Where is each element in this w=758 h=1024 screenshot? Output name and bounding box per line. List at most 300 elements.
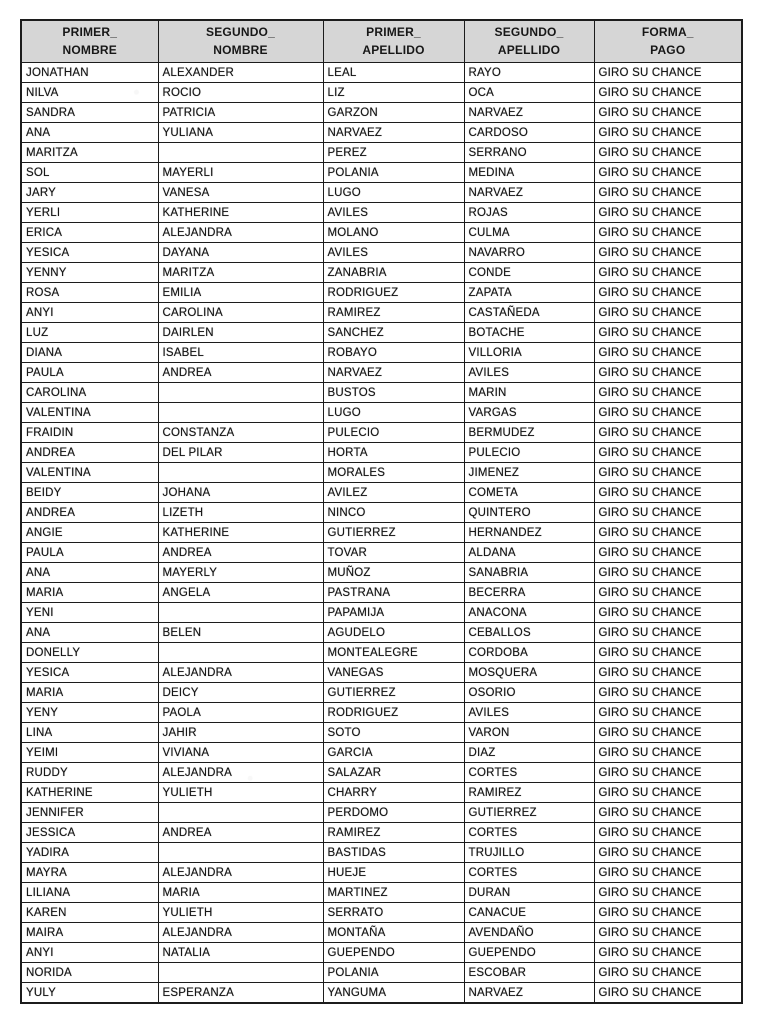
table-cell: ROCIO (158, 83, 323, 103)
table-cell: YERLI (21, 203, 158, 223)
table-cell: NORIDA (21, 963, 158, 983)
table-cell: VANEGAS (323, 663, 464, 683)
table-cell: MAYERLY (158, 563, 323, 583)
table-row (21, 563, 742, 583)
table-cell: GUEPENDO (323, 943, 464, 963)
table-cell: GIRO SU CHANCE (594, 83, 742, 103)
table-cell: MAIRA (21, 923, 158, 943)
table-cell: RODRIGUEZ (323, 703, 464, 723)
table-cell: PERDOMO (323, 803, 464, 823)
table-cell: ANDREA (158, 823, 323, 843)
table-cell: POLANIA (323, 163, 464, 183)
table-cell: GIRO SU CHANCE (594, 803, 742, 823)
table-cell: GIRO SU CHANCE (594, 223, 742, 243)
table-cell: GIRO SU CHANCE (594, 303, 742, 323)
table-cell: GIRO SU CHANCE (594, 363, 742, 383)
table-cell: GIRO SU CHANCE (594, 263, 742, 283)
table-cell: CARDOSO (464, 123, 594, 143)
table-cell: HUEJE (323, 863, 464, 883)
table-row (21, 983, 742, 1004)
table-cell (158, 463, 323, 483)
table-cell: JONATHAN (21, 63, 158, 83)
table-cell (158, 643, 323, 663)
table-cell: ANA (21, 563, 158, 583)
table-cell (158, 843, 323, 863)
table-cell: PAPAMIJA (323, 603, 464, 623)
table-row (21, 763, 742, 783)
table-cell: GUEPENDO (464, 943, 594, 963)
table-cell: CONDE (464, 263, 594, 283)
table-cell: YENNY (21, 263, 158, 283)
table-cell: ANA (21, 623, 158, 643)
table-cell: MARITZA (21, 143, 158, 163)
column-header-line2: APELLIDO (497, 43, 561, 57)
table-cell: QUINTERO (464, 503, 594, 523)
table-cell: KATHERINE (158, 523, 323, 543)
table-cell: YULIETH (158, 783, 323, 803)
table-cell: ZANABRIA (323, 263, 464, 283)
table-cell: GIRO SU CHANCE (594, 603, 742, 623)
table-row (21, 323, 742, 343)
table-row (21, 443, 742, 463)
table-cell: ALEJANDRA (158, 223, 323, 243)
table-row (21, 243, 742, 263)
table-cell: BUSTOS (323, 383, 464, 403)
table-cell: GIRO SU CHANCE (594, 103, 742, 123)
table-cell: GIRO SU CHANCE (594, 123, 742, 143)
table-cell: GIRO SU CHANCE (594, 963, 742, 983)
table-cell: DAYANA (158, 243, 323, 263)
table-cell: ALDANA (464, 543, 594, 563)
table-cell: ESPERANZA (158, 983, 323, 1004)
table-row (21, 883, 742, 903)
table-row (21, 343, 742, 363)
table-cell: GIRO SU CHANCE (594, 843, 742, 863)
table-cell: NARVAEZ (323, 363, 464, 383)
table-cell: GIRO SU CHANCE (594, 743, 742, 763)
table-cell: GUTIERREZ (323, 683, 464, 703)
table-row (21, 123, 742, 143)
table-cell: MARIA (21, 583, 158, 603)
table-cell: GIRO SU CHANCE (594, 903, 742, 923)
table-cell: SALAZAR (323, 763, 464, 783)
table-cell: GIRO SU CHANCE (594, 763, 742, 783)
table-row (21, 103, 742, 123)
table-cell: YADIRA (21, 843, 158, 863)
table-cell: VALENTINA (21, 403, 158, 423)
table-cell: GIRO SU CHANCE (594, 943, 742, 963)
table-cell: TOVAR (323, 543, 464, 563)
table-row (21, 623, 742, 643)
table-cell: DIANA (21, 343, 158, 363)
table-cell: PULECIO (323, 423, 464, 443)
table-cell: NARVAEZ (323, 123, 464, 143)
table-cell: ZAPATA (464, 283, 594, 303)
table-cell: RAMIREZ (464, 783, 594, 803)
table-cell: NARVAEZ (464, 183, 594, 203)
table-row (21, 903, 742, 923)
table-cell: VARON (464, 723, 594, 743)
table-cell: CORTES (464, 763, 594, 783)
table-cell: NINCO (323, 503, 464, 523)
table-cell: GIRO SU CHANCE (594, 443, 742, 463)
table-cell: OSORIO (464, 683, 594, 703)
table-cell: GIRO SU CHANCE (594, 783, 742, 803)
table-row (21, 363, 742, 383)
table-row (21, 83, 742, 103)
table-cell: SERRATO (323, 903, 464, 923)
table-cell: GIRO SU CHANCE (594, 823, 742, 843)
table-cell: VILLORIA (464, 343, 594, 363)
table-cell: AGUDELO (323, 623, 464, 643)
table-cell: SOL (21, 163, 158, 183)
table-row (21, 203, 742, 223)
table-cell: AVILEZ (323, 483, 464, 503)
table-cell: AVILES (464, 703, 594, 723)
table-cell: JARY (21, 183, 158, 203)
table-cell: SOTO (323, 723, 464, 743)
table-cell: CASTAÑEDA (464, 303, 594, 323)
table-cell: GIRO SU CHANCE (594, 503, 742, 523)
table-cell: MONTEALEGRE (323, 643, 464, 663)
table-cell: PAOLA (158, 703, 323, 723)
table-cell: CAROLINA (158, 303, 323, 323)
table-cell: YULIETH (158, 903, 323, 923)
table-cell: GIRO SU CHANCE (594, 483, 742, 503)
table-cell: LINA (21, 723, 158, 743)
table-cell: GIRO SU CHANCE (594, 683, 742, 703)
table-cell: GUTIERREZ (323, 523, 464, 543)
table-cell: ANDREA (158, 363, 323, 383)
table-cell: ROSA (21, 283, 158, 303)
table-cell: DONELLY (21, 643, 158, 663)
table-cell: YESICA (21, 243, 158, 263)
table-row (21, 663, 742, 683)
table-row (21, 163, 742, 183)
table-row (21, 423, 742, 443)
table-cell: VARGAS (464, 403, 594, 423)
table-cell: MARIN (464, 383, 594, 403)
table-cell (158, 383, 323, 403)
table-cell: HERNANDEZ (464, 523, 594, 543)
table-cell: YENY (21, 703, 158, 723)
table-cell: COMETA (464, 483, 594, 503)
table-row (21, 583, 742, 603)
table-cell: MOSQUERA (464, 663, 594, 683)
table-cell: MAYRA (21, 863, 158, 883)
table-cell: FRAIDIN (21, 423, 158, 443)
table-cell: CHARRY (323, 783, 464, 803)
table-cell: GIRO SU CHANCE (594, 343, 742, 363)
table-cell: CANACUE (464, 903, 594, 923)
table-cell: BOTACHE (464, 323, 594, 343)
table-cell: JOHANA (158, 483, 323, 503)
table-cell: RAMIREZ (323, 303, 464, 323)
table-cell: RAYO (464, 63, 594, 83)
table-cell: AVILES (323, 243, 464, 263)
table-row (21, 63, 742, 83)
table-cell: AVILES (323, 203, 464, 223)
table-cell: JENNIFER (21, 803, 158, 823)
table-cell: YEIMI (21, 743, 158, 763)
table-cell: AVENDAÑO (464, 923, 594, 943)
table-cell: NAVARRO (464, 243, 594, 263)
table-cell: MARIA (21, 683, 158, 703)
table-cell: HORTA (323, 443, 464, 463)
table-cell: GIRO SU CHANCE (594, 543, 742, 563)
table-cell: CONSTANZA (158, 423, 323, 443)
table-cell: GIRO SU CHANCE (594, 883, 742, 903)
table-cell: ALEJANDRA (158, 923, 323, 943)
table-row (21, 643, 742, 663)
table-cell: ALEJANDRA (158, 663, 323, 683)
table-header (21, 20, 742, 63)
table-row (21, 223, 742, 243)
table-row (21, 263, 742, 283)
table-cell: LUGO (323, 183, 464, 203)
table-cell: BELEN (158, 623, 323, 643)
column-header-line2: PAGO (650, 43, 686, 57)
table-cell: LIZ (323, 83, 464, 103)
table-cell: GIRO SU CHANCE (594, 583, 742, 603)
table-cell: JIMENEZ (464, 463, 594, 483)
table-cell: YULY (21, 983, 158, 1004)
table-cell: GIRO SU CHANCE (594, 983, 742, 1004)
column-header-line1: FORMA_ (641, 25, 694, 39)
table-cell: DEICY (158, 683, 323, 703)
table-cell: PATRICIA (158, 103, 323, 123)
table-cell: ESCOBAR (464, 963, 594, 983)
names-table (20, 19, 743, 1004)
table-cell: ANACONA (464, 603, 594, 623)
table-cell (158, 143, 323, 163)
table-cell: JESSICA (21, 823, 158, 843)
table-row (21, 923, 742, 943)
table-cell: CAROLINA (21, 383, 158, 403)
table-cell (158, 963, 323, 983)
table-cell: PAULA (21, 543, 158, 563)
table-cell: ALEJANDRA (158, 763, 323, 783)
table-cell: CORTES (464, 863, 594, 883)
table-cell: ANYI (21, 943, 158, 963)
table-cell: MONTAÑA (323, 923, 464, 943)
table-cell: GIRO SU CHANCE (594, 663, 742, 683)
table-row (21, 283, 742, 303)
table-cell: JAHIR (158, 723, 323, 743)
table-cell: MARITZA (158, 263, 323, 283)
table-row (21, 303, 742, 323)
table-cell: YANGUMA (323, 983, 464, 1004)
table-cell: ANDREA (21, 443, 158, 463)
table-cell: GARCIA (323, 743, 464, 763)
table-cell: ANYI (21, 303, 158, 323)
table-cell: BECERRA (464, 583, 594, 603)
table-cell: SANDRA (21, 103, 158, 123)
table-cell: PULECIO (464, 443, 594, 463)
table-cell: GIRO SU CHANCE (594, 283, 742, 303)
table-cell: ERICA (21, 223, 158, 243)
table-cell: KATHERINE (21, 783, 158, 803)
table-cell: PAULA (21, 363, 158, 383)
column-header-line1: PRIMER_ (62, 25, 118, 39)
table-cell: BASTIDAS (323, 843, 464, 863)
table-row (21, 783, 742, 803)
table-row (21, 183, 742, 203)
table-cell: ANGELA (158, 583, 323, 603)
table-row (21, 963, 742, 983)
table-cell: PASTRANA (323, 583, 464, 603)
table-cell: YESICA (21, 663, 158, 683)
table-cell: OCA (464, 83, 594, 103)
table-row (21, 543, 742, 563)
table-row (21, 863, 742, 883)
table-row (21, 503, 742, 523)
table-header-row (21, 20, 742, 63)
column-header-line1: PRIMER_ (366, 25, 421, 39)
table-cell: CEBALLOS (464, 623, 594, 643)
table-cell: ALEXANDER (158, 63, 323, 83)
table-cell: RODRIGUEZ (323, 283, 464, 303)
table-cell: GIRO SU CHANCE (594, 63, 742, 83)
column-header-forma-pago (594, 20, 742, 63)
table-cell: NARVAEZ (464, 103, 594, 123)
table-cell: KAREN (21, 903, 158, 923)
table-row (21, 483, 742, 503)
table-cell: DAIRLEN (158, 323, 323, 343)
table-row (21, 743, 742, 763)
table-cell: GIRO SU CHANCE (594, 523, 742, 543)
table-cell: ANA (21, 123, 158, 143)
column-header-primer-apellido (323, 20, 464, 63)
table-row (21, 403, 742, 423)
table-cell: NATALIA (158, 943, 323, 963)
table-cell: TRUJILLO (464, 843, 594, 863)
table-cell: BERMUDEZ (464, 423, 594, 443)
table-cell: ISABEL (158, 343, 323, 363)
table-cell: NILVA (21, 83, 158, 103)
table-cell: LUGO (323, 403, 464, 423)
table-cell: PEREZ (323, 143, 464, 163)
table-cell: POLANIA (323, 963, 464, 983)
table-cell: VANESA (158, 183, 323, 203)
table-cell: ANGIE (21, 523, 158, 543)
table-cell: AVILES (464, 363, 594, 383)
table-cell: ALEJANDRA (158, 863, 323, 883)
table-cell: MARTINEZ (323, 883, 464, 903)
table-cell (158, 803, 323, 823)
column-header-line2: NOMBRE (213, 43, 268, 57)
table-cell: GIRO SU CHANCE (594, 183, 742, 203)
table-row (21, 383, 742, 403)
column-header-line1: SEGUNDO_ (206, 25, 275, 39)
table-row (21, 683, 742, 703)
table-cell: GIRO SU CHANCE (594, 403, 742, 423)
table-row (21, 803, 742, 823)
table-cell: ANDREA (158, 543, 323, 563)
table-cell: MUÑOZ (323, 563, 464, 583)
table-cell: GIRO SU CHANCE (594, 383, 742, 403)
table-cell: ROJAS (464, 203, 594, 223)
table-row (21, 523, 742, 543)
table-cell: GIRO SU CHANCE (594, 703, 742, 723)
table-cell: BEIDY (21, 483, 158, 503)
table-cell: VIVIANA (158, 743, 323, 763)
table-cell: NARVAEZ (464, 983, 594, 1004)
table-cell: GARZON (323, 103, 464, 123)
table-cell: ANDREA (21, 503, 158, 523)
table-row (21, 843, 742, 863)
table-cell: LILIANA (21, 883, 158, 903)
table-row (21, 943, 742, 963)
table-cell: KATHERINE (158, 203, 323, 223)
table-cell: GIRO SU CHANCE (594, 563, 742, 583)
table-cell: SERRANO (464, 143, 594, 163)
table-cell: LIZETH (158, 503, 323, 523)
table-cell: MARIA (158, 883, 323, 903)
table-cell: MORALES (323, 463, 464, 483)
table-cell: GIRO SU CHANCE (594, 203, 742, 223)
table-cell: SANCHEZ (323, 323, 464, 343)
table-cell: MEDINA (464, 163, 594, 183)
table-row (21, 143, 742, 163)
table-cell: YULIANA (158, 123, 323, 143)
table-cell (158, 403, 323, 423)
table-cell: DURAN (464, 883, 594, 903)
table-cell: GIRO SU CHANCE (594, 243, 742, 263)
table-cell: MOLANO (323, 223, 464, 243)
column-header-line2: APELLIDO (362, 43, 425, 57)
table-cell: EMILIA (158, 283, 323, 303)
table-cell: GIRO SU CHANCE (594, 163, 742, 183)
table-cell: RAMIREZ (323, 823, 464, 843)
table-row (21, 463, 742, 483)
column-header-segundo-nombre (158, 20, 323, 63)
table-cell: GIRO SU CHANCE (594, 723, 742, 743)
table-cell: GIRO SU CHANCE (594, 463, 742, 483)
table-cell: GIRO SU CHANCE (594, 643, 742, 663)
table-cell: YENI (21, 603, 158, 623)
table-cell: CORTES (464, 823, 594, 843)
table-cell: VALENTINA (21, 463, 158, 483)
table-row (21, 723, 742, 743)
column-header-line1: SEGUNDO_ (494, 25, 564, 39)
table-cell: GIRO SU CHANCE (594, 863, 742, 883)
column-header-line2: NOMBRE (62, 43, 118, 57)
table-cell: LEAL (323, 63, 464, 83)
table-body (21, 63, 742, 1004)
table-cell: ROBAYO (323, 343, 464, 363)
table-cell: GIRO SU CHANCE (594, 323, 742, 343)
table-row (21, 823, 742, 843)
table-cell: GIRO SU CHANCE (594, 923, 742, 943)
table-cell: DEL PILAR (158, 443, 323, 463)
table-cell: SANABRIA (464, 563, 594, 583)
table-cell: CULMA (464, 223, 594, 243)
table-row (21, 603, 742, 623)
table-cell: GUTIERREZ (464, 803, 594, 823)
table-cell: MAYERLI (158, 163, 323, 183)
table-cell: GIRO SU CHANCE (594, 423, 742, 443)
column-header-primer-nombre (21, 20, 158, 63)
table-cell: RUDDY (21, 763, 158, 783)
table-cell (158, 603, 323, 623)
table-cell: CORDOBA (464, 643, 594, 663)
table-cell: GIRO SU CHANCE (594, 143, 742, 163)
table-cell: LUZ (21, 323, 158, 343)
table-cell: DIAZ (464, 743, 594, 763)
column-header-segundo-apellido (464, 20, 594, 63)
table-cell: GIRO SU CHANCE (594, 623, 742, 643)
